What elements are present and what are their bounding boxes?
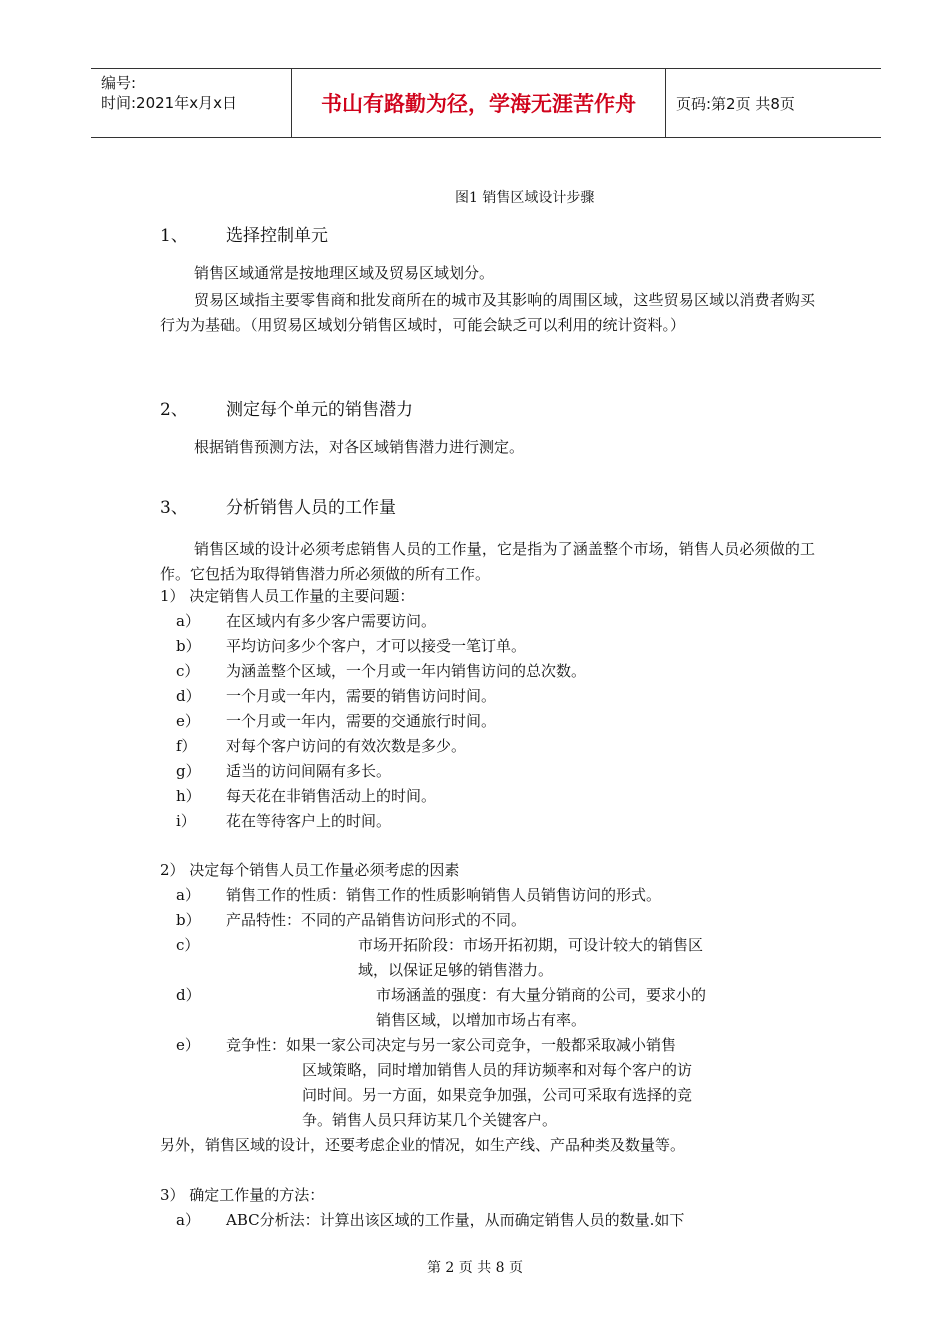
page-footer: 第 2 页 共 8 页 <box>426 1260 524 1276</box>
list-marker: c） <box>176 662 200 680</box>
figure-caption: 图1 销售区域设计步骤 <box>455 190 595 206</box>
list-item: 平均访问多少个客户，才可以接受一笔订单。 <box>226 637 527 655</box>
list-item: 为涵盖整个区域，一个月或一年内销售访问的总次数。 <box>226 662 587 680</box>
section-title: 测定每个单元的销售潜力 <box>226 400 413 420</box>
header-page-label: 页码:第2页 共8页 <box>676 94 795 113</box>
list-item: 一个月或一年内，需要的销售访问时间。 <box>226 687 497 705</box>
list-item: 一个月或一年内，需要的交通旅行时间。 <box>226 712 497 730</box>
list-marker: a） <box>176 612 200 630</box>
list-item: 对每个客户访问的有效次数是多少。 <box>226 737 467 755</box>
list-item: 在区域内有多少客户需要访问。 <box>226 612 437 630</box>
section-number: 3、 <box>160 498 188 518</box>
list-marker: a） <box>176 886 200 904</box>
paragraph: 销售区域通常是按地理区域及贸易区域划分。 <box>194 264 495 282</box>
list-marker: a） <box>176 1211 200 1229</box>
list-item: 每天花在非销售活动上的时间。 <box>226 787 437 805</box>
list-item: 花在等待客户上的时间。 <box>226 812 392 830</box>
list-item: 竞争性：如果一家公司决定与另一家公司竞争，一般都采取减小销售 <box>226 1036 677 1054</box>
list-marker: d） <box>176 986 201 1004</box>
header-motto: 书山有路勤为径，学海无涯苦作舟 <box>292 69 666 137</box>
code-label: 编号: <box>101 74 137 92</box>
list-item: ABC分析法：计算出该区域的工作量，从而确定销售人员的数量.如下 <box>226 1211 685 1229</box>
section-number: 1、 <box>160 226 188 246</box>
list-item: 产品特性：不同的产品销售访问形式的不同。 <box>226 911 527 929</box>
paragraph: 销售区域的设计必须考虑销售人员的工作量，它是指为了涵盖整个市场，销售人员必须做的工作。它包括为取得销售潜力所必须做的所有工作。 <box>160 540 815 583</box>
header-left-cell <box>91 69 292 137</box>
list-item: 市场涵盖的强度：有大量分销商的公司，要求小的 <box>376 986 707 1004</box>
subsection-title: 3） 确定工作量的方法： <box>160 1186 325 1204</box>
list-item: 销售工作的性质：销售工作的性质影响销售人员销售访问的形式。 <box>226 886 662 904</box>
time-label: 时间:2021年x月x日 <box>101 94 237 112</box>
list-marker: e） <box>176 1036 200 1054</box>
section-title: 选择控制单元 <box>226 226 328 246</box>
list-marker: h） <box>176 787 201 805</box>
list-marker: b） <box>176 637 201 655</box>
list-marker: f） <box>176 737 197 755</box>
list-marker: i） <box>176 812 196 830</box>
list-item-continued: 销售区域，以增加市场占有率。 <box>376 1011 587 1029</box>
list-item-continued: 争。销售人员只拜访某几个关键客户。 <box>302 1111 558 1129</box>
list-item-continued: 区域策略，同时增加销售人员的拜访频率和对每个客户的访 <box>302 1061 693 1079</box>
subsection-title: 1） 决定销售人员工作量的主要问题： <box>160 587 415 605</box>
paragraph: 贸易区域指主要零售商和批发商所在的城市及其影响的周围区域，这些贸易区域以消费者购买行为为基础。（用贸易区域划分销售区域时，可能会缺乏可以利用的统计资料。） <box>160 291 815 334</box>
section-title: 分析销售人员的工作量 <box>226 498 396 518</box>
paragraph: 另外，销售区域的设计，还要考虑企业的情况，如生产线、产品种类及数量等。 <box>160 1136 686 1154</box>
subsection-title: 2） 决定每个销售人员工作量必须考虑的因素 <box>160 861 460 879</box>
section-number: 2、 <box>160 400 188 420</box>
header-table <box>91 68 881 138</box>
list-item-continued: 问时间。另一方面，如果竞争加强，公司可采取有选择的竞 <box>302 1086 693 1104</box>
paragraph: 根据销售预测方法，对各区域销售潜力进行测定。 <box>194 438 525 456</box>
list-item: 适当的访问间隔有多长。 <box>226 762 392 780</box>
list-marker: c） <box>176 936 200 954</box>
list-item: 市场开拓阶段：市场开拓初期，可设计较大的销售区 <box>358 936 704 954</box>
list-marker: b） <box>176 911 201 929</box>
list-marker: e） <box>176 712 200 730</box>
list-item-continued: 域，以保证足够的销售潜力。 <box>358 961 554 979</box>
list-marker: g） <box>176 762 201 780</box>
list-marker: d） <box>176 687 201 705</box>
